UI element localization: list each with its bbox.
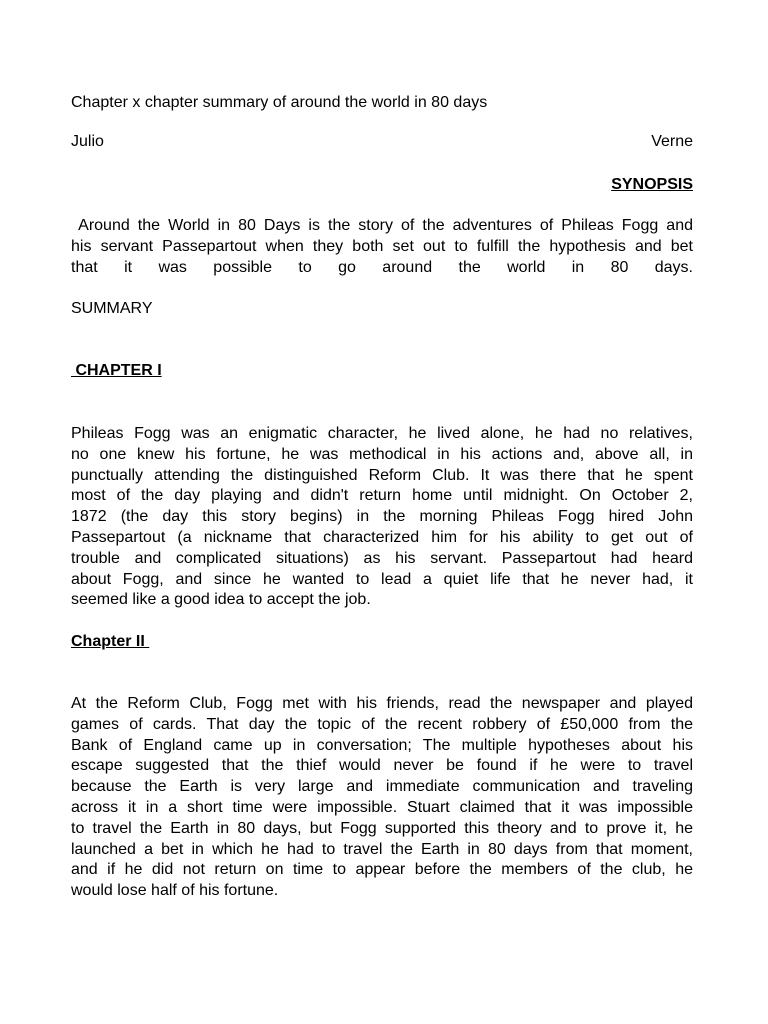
- summary-label: SUMMARY: [71, 300, 153, 317]
- author-line: [71, 132, 693, 153]
- chapter-2-line: across it in a short time were impossible. Stuart claimed that it was impossible: [71, 798, 693, 816]
- synopsis-line: that it was possible to go around the world in 80 days.: [71, 258, 693, 276]
- chapter-1-heading: CHAPTER I: [71, 362, 162, 379]
- author-last-name: Verne: [651, 133, 693, 150]
- chapter-1-paragraph: [71, 424, 693, 611]
- chapter-1-line: most of the day playing and didn't return home until midnight. On October 2,: [71, 487, 693, 505]
- synopsis-line: Around the World in 80 Days is the story of the adventures of Phileas Fogg and: [71, 217, 693, 234]
- chapter-2-line: launched a bet in which he had to travel the Earth in 80 days from that moment,: [71, 840, 693, 858]
- chapter-2-line: would lose half of his fortune.: [71, 882, 279, 900]
- chapter-2-line: Bank of England came up in conversation; The multiple hypotheses about his: [71, 736, 693, 754]
- chapter-2-line: escape suggested that the thief would never be found if he were to travel: [71, 757, 693, 775]
- chapter-2-paragraph: [71, 694, 693, 902]
- chapter-2-heading: Chapter II: [71, 633, 150, 650]
- chapter-2-line: games of cards. That day the topic of the recent robbery of £50,000 from the: [71, 715, 693, 733]
- chapter-1-line: about Fogg, and since he wanted to lead a quiet life that he never had, it: [71, 570, 693, 588]
- synopsis-line: his servant Passepartout when they both set out to fulfill the hypothesis and bet: [71, 237, 693, 255]
- chapter-2-line: At the Reform Club, Fogg met with his friends, read the newspaper and played: [71, 695, 693, 712]
- synopsis-heading: SYNOPSIS: [611, 176, 693, 193]
- document-title: Chapter x chapter summary of around the world in 80 days: [71, 94, 488, 111]
- chapter-1-line: trouble and complicated situations) as his servant. Passepartout had heard: [71, 549, 693, 567]
- chapter-1-line: seemed like a good idea to accept the job.: [71, 591, 371, 609]
- chapter-2-line: because the Earth is very large and immediate communication and traveling: [71, 778, 693, 796]
- chapter-1-line: 1872 (the day this story begins) in the morning Phileas Fogg hired John: [71, 508, 693, 526]
- chapter-1-line: Passepartout (a nickname that characterized him for his ability to get out of: [71, 528, 693, 546]
- chapter-2-line: to travel the Earth in 80 days, but Fogg supported this theory and to prove it, he: [71, 819, 693, 837]
- chapter-1-line: no one knew his fortune, he was methodical in his actions and, above all, in: [71, 445, 693, 463]
- chapter-1-line: Phileas Fogg was an enigmatic character, he lived alone, he had no relatives,: [71, 425, 693, 442]
- chapter-2-line: and if he did not return on time to appear before the members of the club, he: [71, 861, 693, 879]
- author-first-name: Julio: [71, 133, 104, 150]
- synopsis-paragraph: [71, 216, 693, 278]
- chapter-1-line: punctually attending the distinguished Reform Club. It was there that he spent: [71, 466, 693, 484]
